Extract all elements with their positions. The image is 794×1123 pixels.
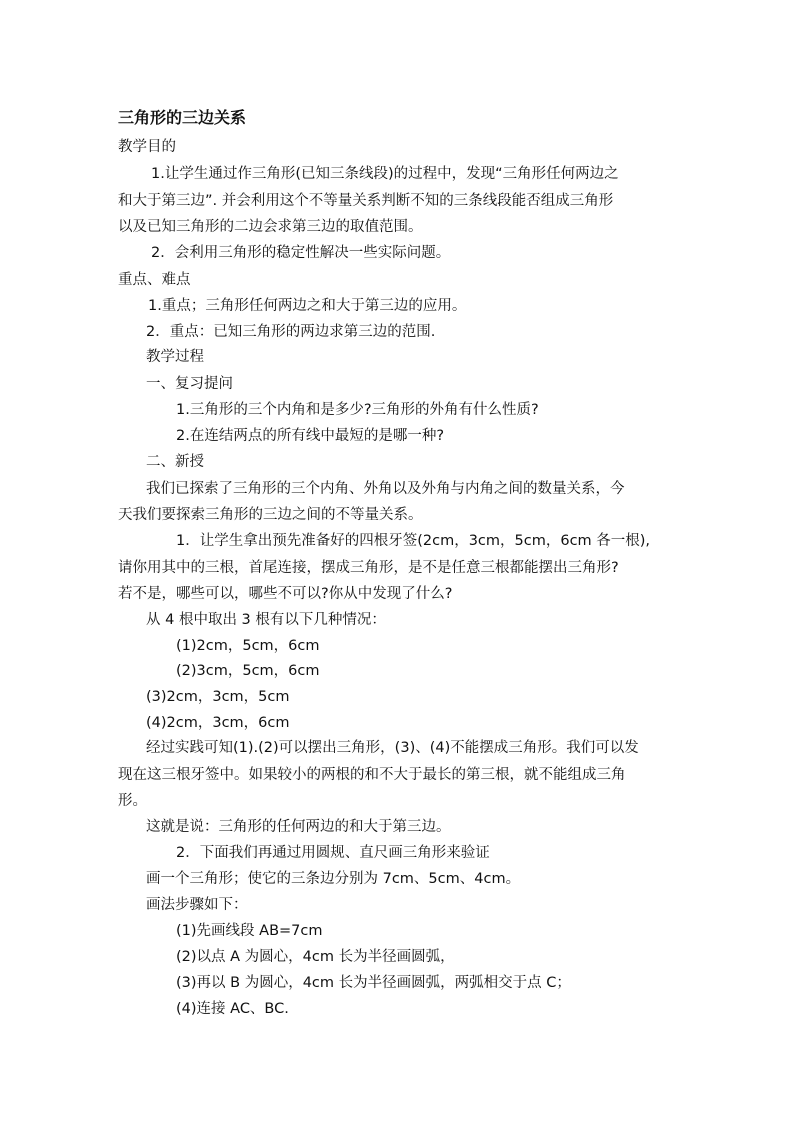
- paragraph-line: 2．下面我们再通过用圆规、直尺画三角形来验证: [176, 845, 490, 861]
- paragraph-line: 形。: [118, 793, 147, 809]
- paragraph-line: 这就是说：三角形的任何两边的和大于第三边。: [146, 819, 451, 835]
- list-item: (2)3cm，5cm，6cm: [176, 663, 320, 679]
- section-heading: 重点、难点: [118, 272, 191, 288]
- section-heading: 教学过程: [146, 349, 204, 365]
- paragraph-line: 画一个三角形；使它的三条边分别为 7cm、5cm、4cm。: [146, 871, 521, 887]
- paragraph-line: 经过实践可知(1).(2)可以摆出三角形，(3)、(4)不能摆成三角形。我们可以发: [146, 740, 639, 756]
- paragraph-line: 2．会利用三角形的稳定性解决一些实际问题。: [151, 245, 451, 261]
- paragraph-line: 和大于第三边”. 并会利用这个不等量关系判断不知的三条线段能否组成三角形: [118, 193, 614, 209]
- section-heading: 教学目的: [118, 139, 176, 155]
- paragraph-line: 现在这三根牙签中。如果较小的两根的和不大于最长的第三根，就不能组成三角: [118, 767, 626, 783]
- paragraph-line: 2.在连结两点的所有线中最短的是哪一种?: [176, 428, 445, 444]
- list-item: (3)2cm，3cm，5cm: [146, 689, 290, 705]
- list-item: (2)以点 A 为圆心，4cm 长为半径画圆弧，: [176, 949, 455, 965]
- paragraph-line: 从 4 根中取出 3 根有以下几种情况：: [146, 612, 386, 628]
- paragraph-line: 以及已知三角形的二边会求第三边的取值范围。: [118, 219, 423, 235]
- paragraph-line: 画法步骤如下：: [146, 897, 248, 913]
- list-item: (4)连接 AC、BC.: [176, 1001, 289, 1017]
- list-item: (4)2cm，3cm，6cm: [146, 715, 290, 731]
- list-item: (3)再以 B 为圆心，4cm 长为半径画圆弧，两弧相交于点 C；: [176, 975, 571, 991]
- section-heading: 二、新授: [146, 454, 204, 470]
- section-heading: 一、复习提问: [146, 376, 233, 392]
- paragraph-line: 若不是，哪些可以，哪些不可以?你从中发现了什么?: [118, 586, 453, 602]
- paragraph-line: 1.重点；三角形任何两边之和大于第三边的应用。: [148, 298, 467, 314]
- paragraph-line: 2．重点：已知三角形的两边求第三边的范围.: [146, 324, 436, 340]
- list-item: (1)先画线段 AB=7cm: [176, 923, 323, 939]
- list-item: (1)2cm，5cm，6cm: [176, 638, 320, 654]
- paragraph-line: 请你用其中的三根，首尾连接，摆成三角形，是不是任意三根都能摆出三角形?: [118, 560, 619, 576]
- paragraph-line: 1.三角形的三个内角和是多少?三角形的外角有什么性质?: [176, 402, 539, 418]
- paragraph-line: 我们已探索了三角形的三个内角、外角以及外角与内角之间的数量关系，今: [146, 481, 625, 497]
- document-title: 三角形的三边关系: [118, 108, 247, 127]
- paragraph-line: 天我们要探索三角形的三边之间的不等量关系。: [118, 507, 423, 523]
- paragraph-line: 1．让学生拿出预先准备好的四根牙签(2cm，3cm，5cm，6cm 各一根),: [176, 533, 651, 549]
- paragraph-line: 1.让学生通过作三角形(已知三条线段)的过程中，发现“三角形任何两边之: [151, 166, 619, 182]
